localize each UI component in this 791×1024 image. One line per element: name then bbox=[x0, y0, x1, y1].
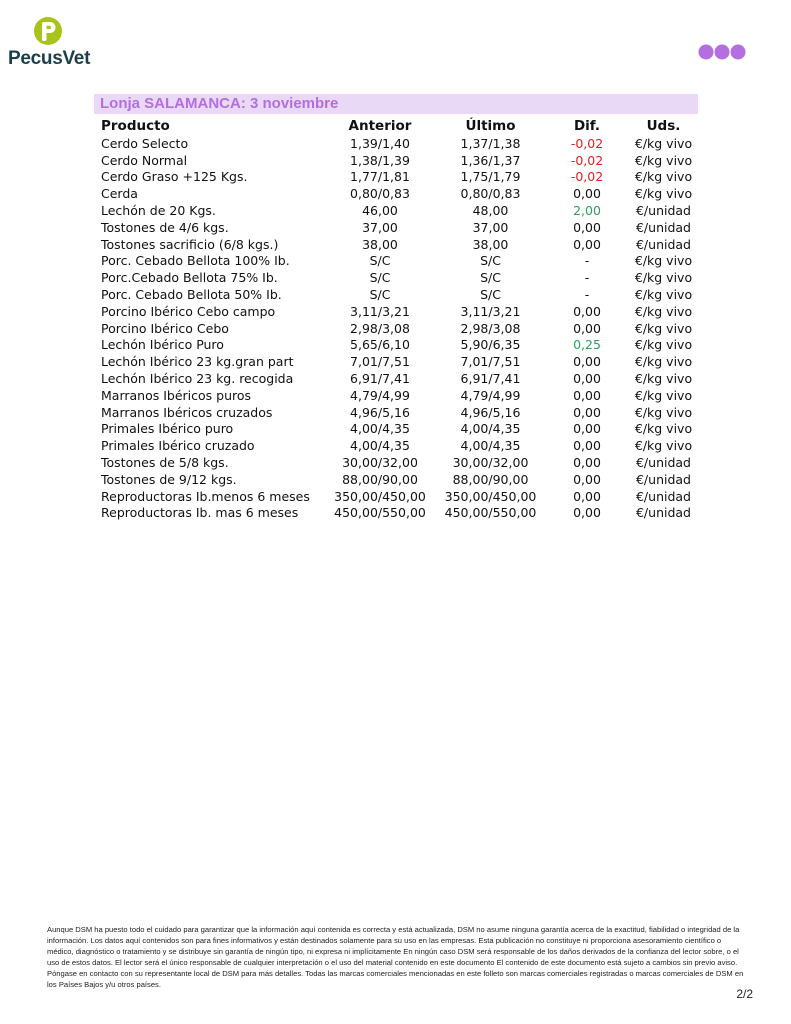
cell-ultimo: 4,96/5,16 bbox=[460, 404, 521, 420]
cell-producto: Porc. Cebado Bellota 100% Ib. bbox=[101, 253, 290, 269]
cell-anterior: S/C bbox=[369, 270, 391, 286]
page-number: 2/2 bbox=[736, 987, 753, 1001]
cell-ultimo: 1,75/1,79 bbox=[460, 169, 521, 185]
cell-producto: Cerdo Selecto bbox=[101, 135, 189, 151]
cell-producto: Cerdo Graso +125 Kgs. bbox=[101, 169, 248, 185]
table-row bbox=[96, 370, 700, 387]
cell-anterior: 2,98/3,08 bbox=[350, 320, 410, 336]
cell-uds: €/kg vivo bbox=[634, 287, 693, 303]
cell-uds: €/kg vivo bbox=[634, 270, 693, 286]
cell-producto: Marranos Ibéricos cruzados bbox=[101, 404, 273, 420]
cell-dif: 0,00 bbox=[573, 354, 601, 370]
cell-ultimo: 6,91/7,41 bbox=[460, 371, 521, 387]
cell-dif: 0,00 bbox=[573, 236, 601, 252]
price-table bbox=[96, 117, 700, 521]
cell-producto: Porc. Cebado Bellota 50% Ib. bbox=[101, 287, 282, 303]
cell-producto: Lechón Ibérico Puro bbox=[101, 337, 224, 353]
legal-disclaimer: Aunque DSM ha puesto todo el cuidado para garantizar que la información aquí contenida es correcta y está actualizada, DSM no asume ninguna garantía acerca de la exactitud, fiabilidad o integridad de la información. Los datos aquí contenidos son para fines informativos y están destinados solamente para su uso en las empresas. Esta publicación no constituye ni proporciona asesoramiento científico o médico, diagnóstico o tratamiento y se distribuye sin garantía de ningún tipo, ni expresa ni implícitamente En ningún caso DSM será responsable de los daños derivados de la confianza del lector sobre, o el uso de estos datos. El lector será el único responsable de cualquier interpretación o el uso del material contenido en este documento El contenido de este documento está sujeto a cambios sin previo aviso. Póngase en contacto con su representante local de DSM para más detalles. Todas las marcas comerciales mencionadas en este folleto son marcas comerciales registradas o marcas comerciales de DSM en los Países Bajos y/u otros países. bbox=[47, 925, 744, 989]
cell-dif: -0,02 bbox=[570, 135, 604, 151]
report-title: Lonja SALAMANCA: 3 noviembre bbox=[100, 95, 339, 112]
cell-anterior: 5,65/6,10 bbox=[350, 337, 410, 353]
cell-dif: 0,00 bbox=[573, 404, 601, 420]
cell-anterior: 4,96/5,16 bbox=[350, 404, 410, 420]
cell-dif: 0,00 bbox=[573, 371, 601, 387]
cell-producto: Tostones de 9/12 kgs. bbox=[101, 471, 237, 487]
table-row bbox=[96, 135, 700, 152]
cell-uds: €/kg vivo bbox=[634, 371, 693, 387]
table-row bbox=[96, 387, 700, 404]
cell-uds: €/kg vivo bbox=[634, 404, 693, 420]
cell-anterior: S/C bbox=[369, 253, 391, 269]
cell-ultimo: 48,00 bbox=[472, 203, 509, 219]
cell-anterior: 350,00/450,00 bbox=[334, 488, 426, 504]
cell-anterior: 450,00/550,00 bbox=[334, 505, 426, 521]
table-row bbox=[96, 421, 700, 438]
cell-anterior: 0,80/0,83 bbox=[350, 186, 410, 202]
cell-uds: €/kg vivo bbox=[634, 337, 693, 353]
cell-anterior: 38,00 bbox=[362, 236, 398, 252]
cell-uds: €/unidad bbox=[635, 471, 691, 487]
table-row bbox=[96, 236, 700, 253]
cell-ultimo: 350,00/450,00 bbox=[444, 488, 537, 504]
column-header-producto: Producto bbox=[101, 118, 170, 134]
cell-ultimo: 1,36/1,37 bbox=[460, 152, 521, 168]
cell-uds: €/kg vivo bbox=[634, 354, 693, 370]
table-row bbox=[96, 253, 700, 270]
table-row bbox=[96, 286, 700, 303]
cell-producto: Porcino Ibérico Cebo bbox=[101, 320, 229, 336]
cell-anterior: 30,00/32,00 bbox=[342, 455, 418, 471]
cell-producto: Lechón de 20 Kgs. bbox=[101, 203, 216, 219]
cell-uds: €/kg vivo bbox=[634, 421, 693, 437]
cell-producto: Cerda bbox=[101, 186, 138, 202]
report-title-banner bbox=[94, 94, 698, 114]
cell-ultimo: S/C bbox=[480, 287, 501, 303]
table-row bbox=[96, 337, 700, 354]
cell-anterior: S/C bbox=[369, 287, 391, 303]
cell-ultimo: S/C bbox=[480, 270, 501, 286]
table-row bbox=[96, 505, 700, 522]
cell-producto: Tostones sacrificio (6/8 kgs.) bbox=[101, 236, 279, 252]
table-row bbox=[96, 353, 700, 370]
cell-uds: €/kg vivo bbox=[634, 135, 693, 151]
table-header-row bbox=[96, 117, 700, 135]
cell-dif: -0,02 bbox=[570, 169, 604, 185]
cell-uds: €/kg vivo bbox=[634, 320, 693, 336]
cell-dif: 2,00 bbox=[573, 203, 601, 219]
table-row bbox=[96, 202, 700, 219]
cell-ultimo: 4,00/4,35 bbox=[460, 438, 521, 454]
cell-ultimo: S/C bbox=[480, 253, 501, 269]
cell-producto: Porcino Ibérico Cebo campo bbox=[101, 303, 276, 319]
cell-dif: 0,00 bbox=[573, 421, 601, 437]
cell-uds: €/unidad bbox=[635, 488, 691, 504]
cell-producto: Reproductoras Ib. mas 6 meses bbox=[101, 505, 299, 521]
cell-dif: - bbox=[584, 253, 590, 269]
cell-anterior: 4,00/4,35 bbox=[350, 438, 410, 454]
pecusvet-logo bbox=[8, 14, 91, 70]
cell-dif: - bbox=[584, 270, 590, 286]
cell-anterior: 1,38/1,39 bbox=[350, 152, 410, 168]
table-body bbox=[96, 135, 700, 521]
cell-producto: Marranos Ibéricos puros bbox=[101, 387, 252, 403]
cell-uds: €/kg vivo bbox=[634, 152, 693, 168]
cell-uds: €/kg vivo bbox=[634, 186, 693, 202]
table-row bbox=[96, 320, 700, 337]
cell-anterior: 4,79/4,99 bbox=[350, 387, 410, 403]
cell-uds: €/unidad bbox=[635, 203, 691, 219]
table-row bbox=[96, 488, 700, 505]
cell-dif: 0,00 bbox=[573, 455, 601, 471]
table-row bbox=[96, 404, 700, 421]
column-header-anterior: Anterior bbox=[348, 118, 412, 134]
cell-ultimo: 3,11/3,21 bbox=[460, 303, 521, 319]
cell-anterior: 1,77/1,81 bbox=[350, 169, 410, 185]
cell-ultimo: 4,00/4,35 bbox=[460, 421, 521, 437]
table-row bbox=[96, 185, 700, 202]
cell-uds: €/kg vivo bbox=[634, 387, 693, 403]
cell-uds: €/unidad bbox=[635, 236, 691, 252]
cell-dif: - bbox=[584, 287, 590, 303]
cell-producto: Primales Ibérico cruzado bbox=[101, 438, 255, 454]
cell-ultimo: 37,00 bbox=[472, 219, 509, 235]
cell-ultimo: 2,98/3,08 bbox=[460, 320, 521, 336]
cell-dif: 0,00 bbox=[573, 488, 601, 504]
cell-producto: Tostones de 4/6 kgs. bbox=[101, 219, 229, 235]
cell-ultimo: 7,01/7,51 bbox=[460, 354, 521, 370]
table-row bbox=[96, 437, 700, 454]
cell-producto: Lechón Ibérico 23 kg.gran part bbox=[101, 354, 294, 370]
cell-uds: €/kg vivo bbox=[634, 303, 693, 319]
table-row bbox=[96, 269, 700, 286]
cell-producto: Reproductoras Ib.menos 6 meses bbox=[101, 488, 310, 504]
decorative-dots-icon bbox=[698, 44, 746, 60]
cell-uds: €/kg vivo bbox=[634, 253, 693, 269]
cell-dif: 0,00 bbox=[573, 219, 601, 235]
column-header-ultimo: Último bbox=[465, 118, 516, 134]
column-header-dif: Dif. bbox=[573, 118, 601, 134]
table-row bbox=[96, 152, 700, 169]
cell-dif: 0,00 bbox=[573, 303, 601, 319]
cell-producto: Tostones de 5/8 kgs. bbox=[101, 455, 229, 471]
cell-anterior: 4,00/4,35 bbox=[350, 421, 410, 437]
cell-ultimo: 30,00/32,00 bbox=[452, 455, 529, 471]
logo-text: PecusVet bbox=[8, 48, 91, 69]
cell-anterior: 3,11/3,21 bbox=[350, 303, 410, 319]
cell-anterior: 6,91/7,41 bbox=[350, 371, 410, 387]
cell-anterior: 46,00 bbox=[362, 203, 398, 219]
cell-ultimo: 5,90/6,35 bbox=[460, 337, 521, 353]
cell-dif: 0,00 bbox=[573, 387, 601, 403]
table-row bbox=[96, 471, 700, 488]
cell-dif: 0,25 bbox=[573, 337, 601, 353]
cell-ultimo: 0,80/0,83 bbox=[460, 186, 521, 202]
table-row bbox=[96, 219, 700, 236]
cell-ultimo: 38,00 bbox=[472, 236, 509, 252]
pecusvet-logo-icon bbox=[33, 16, 63, 46]
cell-dif: 0,00 bbox=[573, 505, 601, 521]
cell-ultimo: 4,79/4,99 bbox=[460, 387, 521, 403]
cell-uds: €/unidad bbox=[635, 455, 691, 471]
table-row bbox=[96, 169, 700, 186]
cell-dif: -0,02 bbox=[570, 152, 604, 168]
cell-dif: 0,00 bbox=[573, 186, 601, 202]
cell-anterior: 1,39/1,40 bbox=[350, 135, 410, 151]
cell-uds: €/unidad bbox=[635, 219, 691, 235]
cell-producto: Primales Ibérico puro bbox=[101, 421, 234, 437]
cell-anterior: 88,00/90,00 bbox=[342, 471, 418, 487]
table-row bbox=[96, 454, 700, 471]
cell-dif: 0,00 bbox=[573, 438, 601, 454]
cell-producto: Porc.Cebado Bellota 75% Ib. bbox=[101, 270, 278, 286]
column-header-uds: Uds. bbox=[646, 118, 681, 134]
cell-dif: 0,00 bbox=[573, 320, 601, 336]
cell-anterior: 37,00 bbox=[362, 219, 398, 235]
cell-ultimo: 450,00/550,00 bbox=[444, 505, 537, 521]
cell-producto: Lechón Ibérico 23 kg. recogida bbox=[101, 371, 294, 387]
cell-uds: €/kg vivo bbox=[634, 169, 693, 185]
cell-ultimo: 88,00/90,00 bbox=[452, 471, 529, 487]
table-row bbox=[96, 303, 700, 320]
cell-dif: 0,00 bbox=[573, 471, 601, 487]
cell-uds: €/unidad bbox=[635, 505, 691, 521]
cell-producto: Cerdo Normal bbox=[101, 152, 188, 168]
cell-uds: €/kg vivo bbox=[634, 438, 693, 454]
cell-anterior: 7,01/7,51 bbox=[350, 354, 410, 370]
cell-ultimo: 1,37/1,38 bbox=[460, 135, 521, 151]
